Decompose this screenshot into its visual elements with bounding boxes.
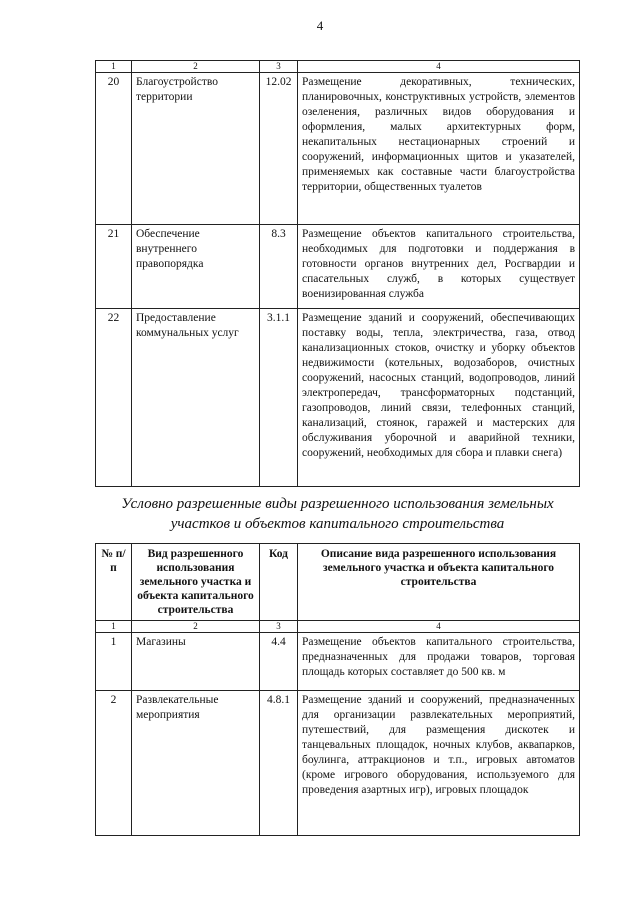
column-number-row <box>96 621 580 633</box>
column-number: 3 <box>260 61 298 73</box>
use-type-name: Предоставление коммунальных услуг <box>132 309 260 487</box>
table-row <box>96 73 580 225</box>
table-header-row <box>96 544 580 621</box>
header-description: Описание вида разрешенного использования земельного участка и объекта капитального строительства <box>298 544 580 621</box>
use-type-description: Размещение зданий и сооружений, предназначенных для организации развлекательных мероприятий, путешествий, для размещения дискотек и танцевальных площадок, ночных клубов, аквапарков, боулинга, аттракционов и т.п., игровых автоматов (кроме игрового оборудования, используемого для проведения азартных игр), игровых площадок <box>298 691 580 836</box>
column-number: 1 <box>96 61 132 73</box>
use-type-code: 3.1.1 <box>260 309 298 487</box>
use-type-description: Размещение декоративных, технических, планировочных, конструктивных устройств, элементов озеленения, различных видов оборудования и оформления, малых архитектурных форм, некапитальных нестационарных строений и сооружений, информационных щитов и указателей, применяемых как составные части благоустройства территории, общественных туалетов <box>298 73 580 225</box>
table-row <box>96 633 580 691</box>
column-number: 4 <box>298 61 580 73</box>
row-number: 20 <box>96 73 132 225</box>
use-type-code: 4.4 <box>260 633 298 691</box>
column-number: 3 <box>260 621 298 633</box>
use-type-name: Магазины <box>132 633 260 691</box>
use-type-description: Размещение объектов капитального строительства, необходимых для подготовки и поддержания в готовности органов внутренних дел, Росгвардии и спасательных служб, в которых существует военизированная служба <box>298 225 580 309</box>
column-number: 4 <box>298 621 580 633</box>
use-type-code: 4.8.1 <box>260 691 298 836</box>
column-number-row <box>96 61 580 73</box>
row-number: 21 <box>96 225 132 309</box>
table-row <box>96 225 580 309</box>
row-number: 22 <box>96 309 132 487</box>
header-num: № п/п <box>96 544 132 621</box>
use-type-name: Благоустройство территории <box>132 73 260 225</box>
use-type-description: Размещение объектов капитального строительства, предназначенных для продажи товаров, торговая площадь которых составляет до 500 кв. м <box>298 633 580 691</box>
header-name: Вид разрешенного использования земельного участка и объекта капитального строительства <box>132 544 260 621</box>
use-type-name: Обеспечение внутреннего правопорядка <box>132 225 260 309</box>
conditional-uses-table <box>95 543 580 836</box>
table-row <box>96 691 580 836</box>
section-title: Условно разрешенные виды разрешенного использования земельных участков и объектов капитального строительства <box>121 496 554 532</box>
header-code: Код <box>260 544 298 621</box>
column-number: 2 <box>132 621 260 633</box>
row-number: 2 <box>96 691 132 836</box>
use-type-description: Размещение зданий и сооружений, обеспечивающих поставку воды, тепла, электричества, газа, отвод канализационных стоков, очистку и уборку объектов недвижимости (котельных, водозаборов, очистных сооружений, насосных станций, водопроводов, линий электропередач, трансформаторных подстанций, газопроводов, линий связи, телефонных станций, канализаций, стоянок, гаражей и мастерских для обслуживания уборочной и аварийной техники, сооружений, необходимых для сбора и плавки снега) <box>298 309 580 487</box>
permitted-uses-table <box>95 60 580 487</box>
column-number: 2 <box>132 61 260 73</box>
use-type-code: 12.02 <box>260 73 298 225</box>
table-row <box>96 309 580 487</box>
row-number: 1 <box>96 633 132 691</box>
use-type-name: Развлекательные мероприятия <box>132 691 260 836</box>
use-type-code: 8.3 <box>260 225 298 309</box>
column-number: 1 <box>96 621 132 633</box>
page-number: 4 <box>316 18 324 33</box>
